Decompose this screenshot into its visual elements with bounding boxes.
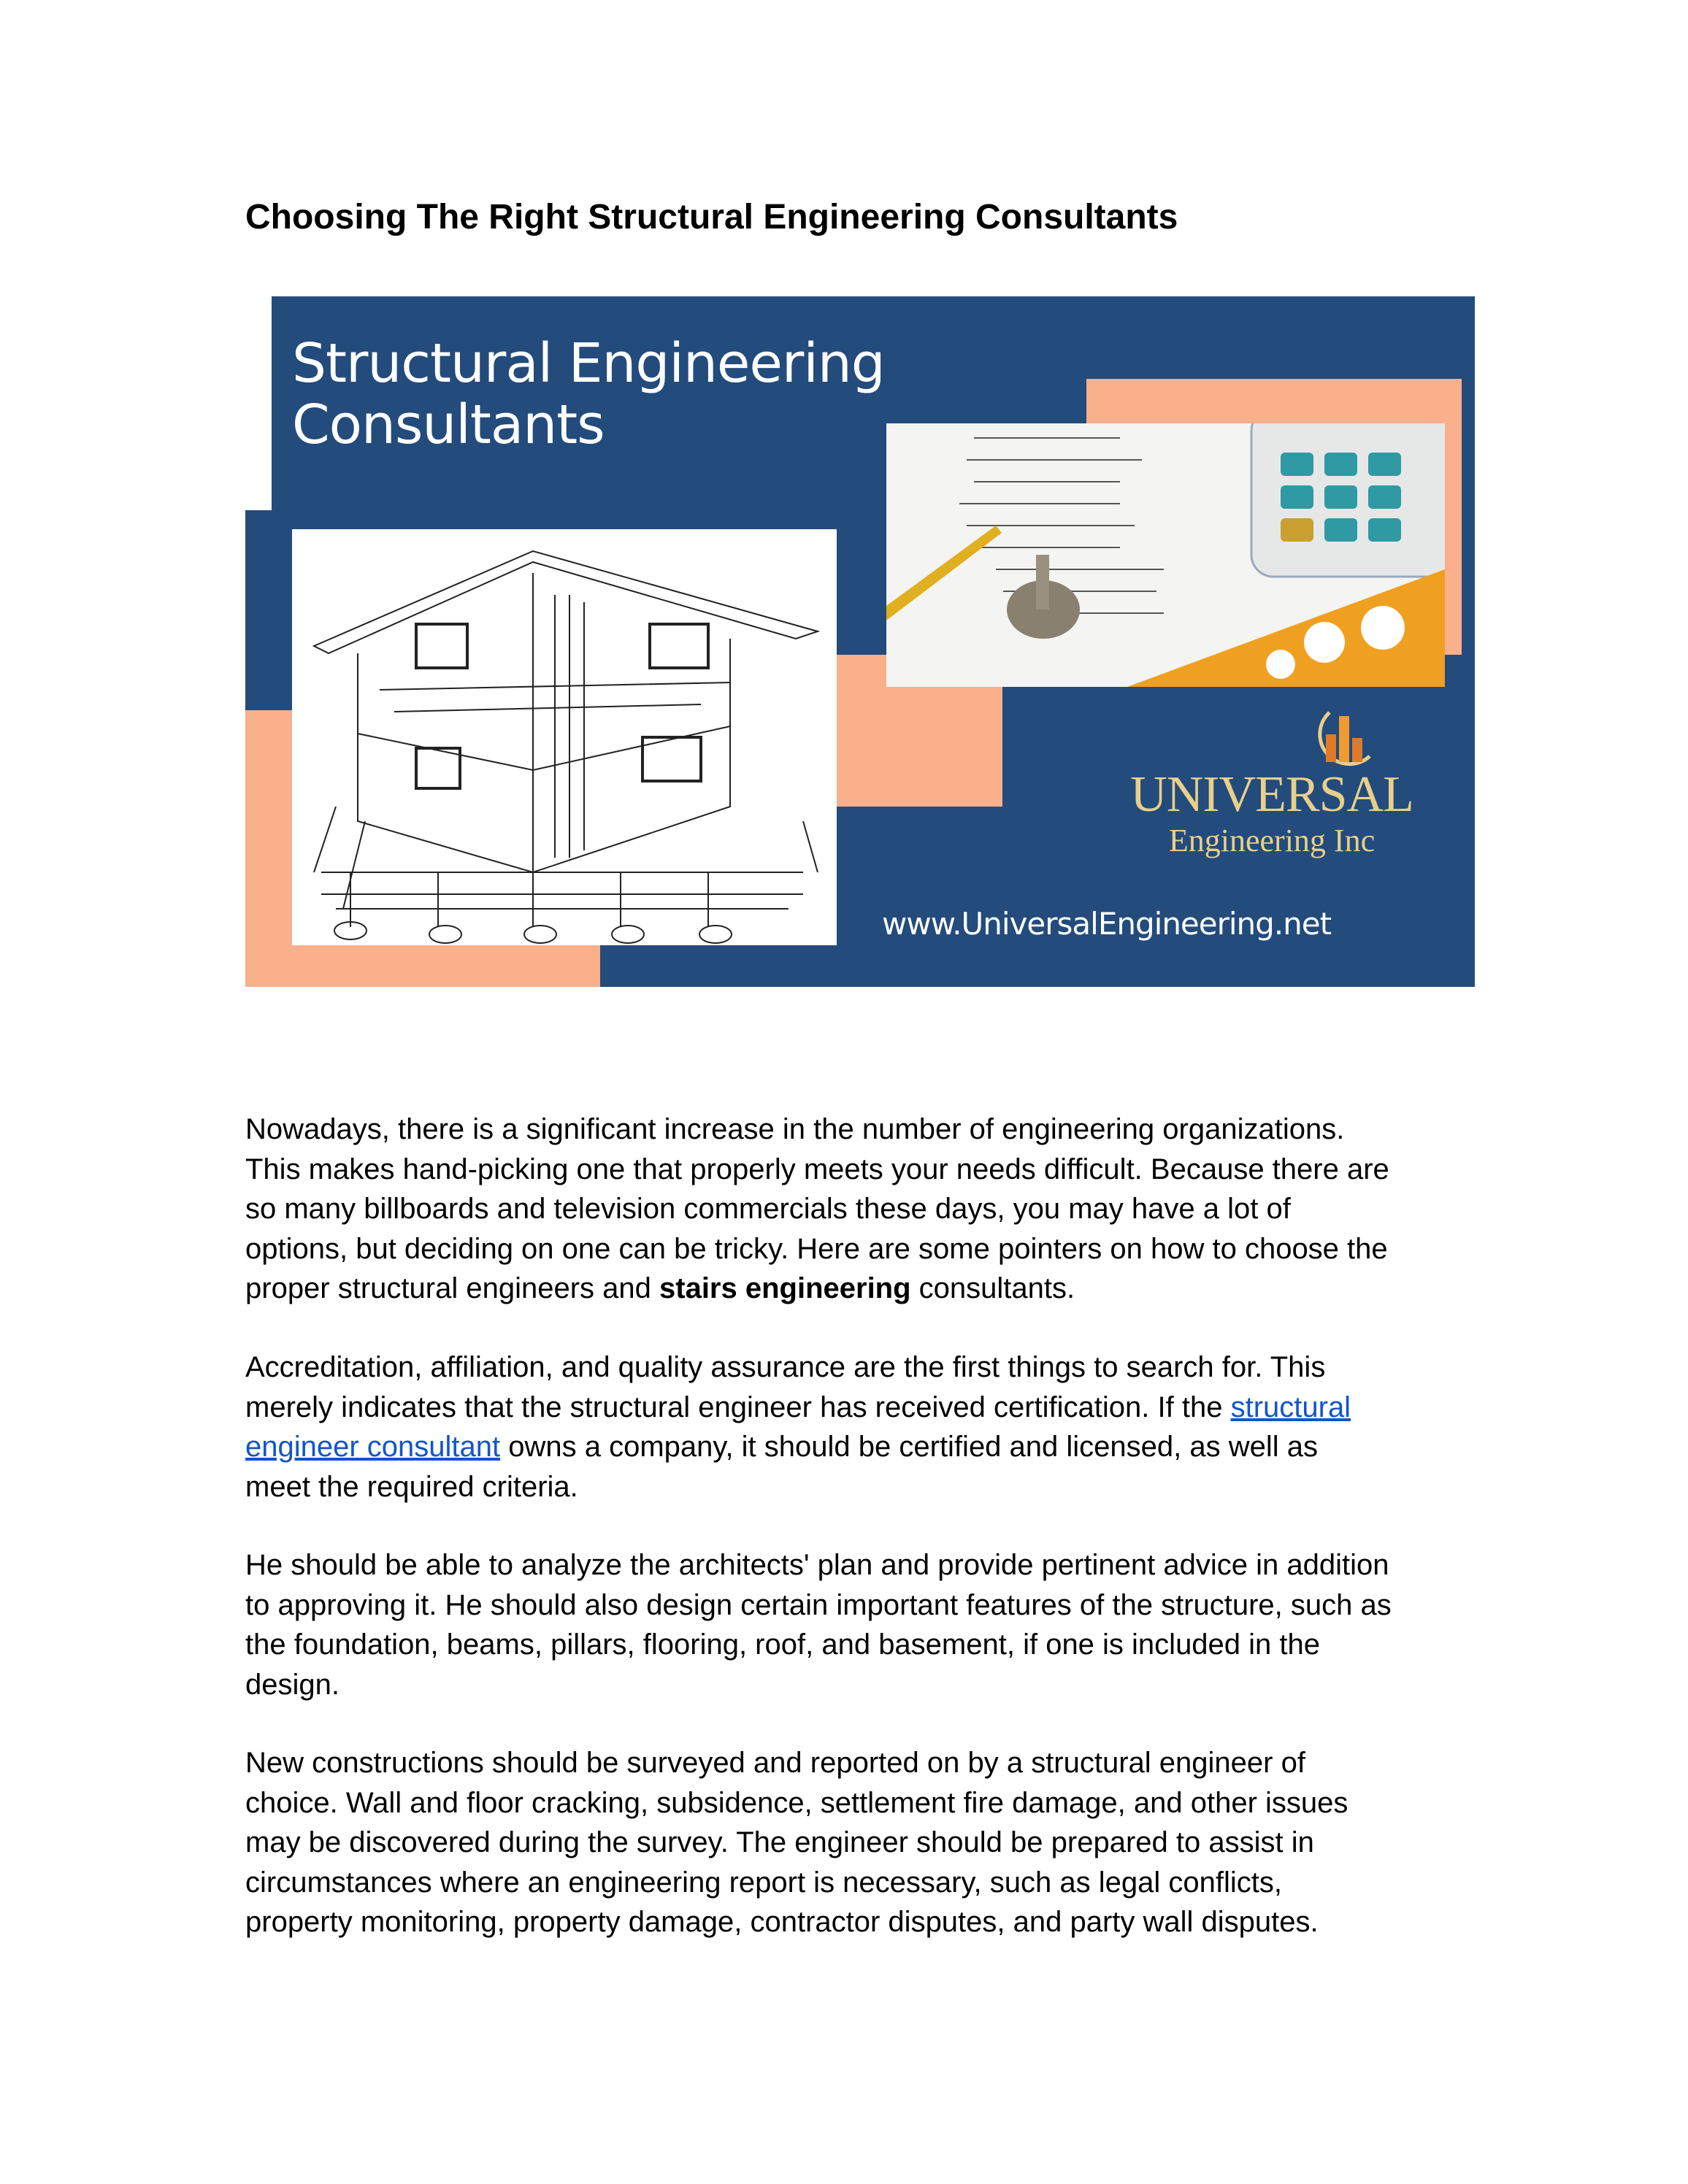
text-line: choice. Wall and floor cracking, subsidence, settlement fire damage, and other issues [245,1786,1349,1819]
banner-image [245,296,1475,987]
text-line: meet the required criteria. [245,1470,578,1503]
banner-url: www.UniversalEngineering.net [882,906,1332,942]
text-segment: proper structural engineers and [245,1272,659,1304]
text-line: so many billboards and television commercials these days, you may have a lot of [245,1193,1291,1225]
banner-heading [292,333,885,455]
brand-title: UNIVERSAL [1130,766,1413,823]
text-line [245,1388,1486,1428]
calculations-photo [886,423,1445,687]
text-line: may be discovered during the survey. The engineer should be prepared to assist in [245,1826,1314,1858]
bold-keyword: stairs engineering [659,1272,911,1304]
text-line: He should be able to analyze the architects' plan and provide pertinent advice in addition [245,1549,1389,1581]
banner-white-strip [245,296,272,510]
paragraph-2 [245,1347,1486,1507]
text-line: This makes hand-picking one that properly meets your needs difficult. Because there are [245,1153,1389,1185]
structural-engineer-consultant-link[interactable]: structural [1230,1391,1351,1423]
text-line: design. [245,1668,339,1701]
paragraph-1 [245,1110,1486,1309]
text-line: Accreditation, affiliation, and quality assurance are the first things to search for. This [245,1351,1326,1383]
text-line [245,1427,1486,1467]
text-segment: owns a company, it should be certified and licensed, as well as [500,1431,1319,1463]
text-line: Nowadays, there is a significant increase in the number of engineering organizations. [245,1113,1345,1145]
text-line: options, but deciding on one can be tricky. Here are some pointers on how to choose the [245,1232,1388,1265]
paragraph-3 [245,1545,1486,1704]
text-segment: consultants. [910,1272,1075,1304]
text-line: circumstances where an engineering report is necessary, such as legal conflicts, [245,1866,1282,1899]
text-line: the foundation, beams, pillars, flooring, roof, and basement, if one is included in the [245,1629,1321,1661]
text-line: property monitoring, property damage, contractor disputes, and party wall disputes. [245,1906,1319,1938]
house-blueprint-image [292,529,837,945]
banner-heading-line2: Consultants [292,393,605,456]
brand-subtitle: Engineering Inc [1168,823,1376,858]
banner-heading-line1: Structural Engineering [292,332,885,395]
brand-name [1119,767,1425,859]
page-title: Choosing The Right Structural Engineering Consultants [245,198,1178,237]
paragraph-4 [245,1743,1486,1942]
text-segment: merely indicates that the structural engineer has received certification. If the [245,1391,1231,1423]
text-line: to approving it. He should also design certain important features of the structure, such as [245,1588,1392,1621]
text-line: New constructions should be surveyed and reported on by a structural engineer of [245,1747,1305,1779]
text-line [245,1269,1486,1309]
structural-engineer-consultant-link[interactable]: engineer consultant [245,1431,501,1463]
brand-logo-icon [1187,705,1475,774]
